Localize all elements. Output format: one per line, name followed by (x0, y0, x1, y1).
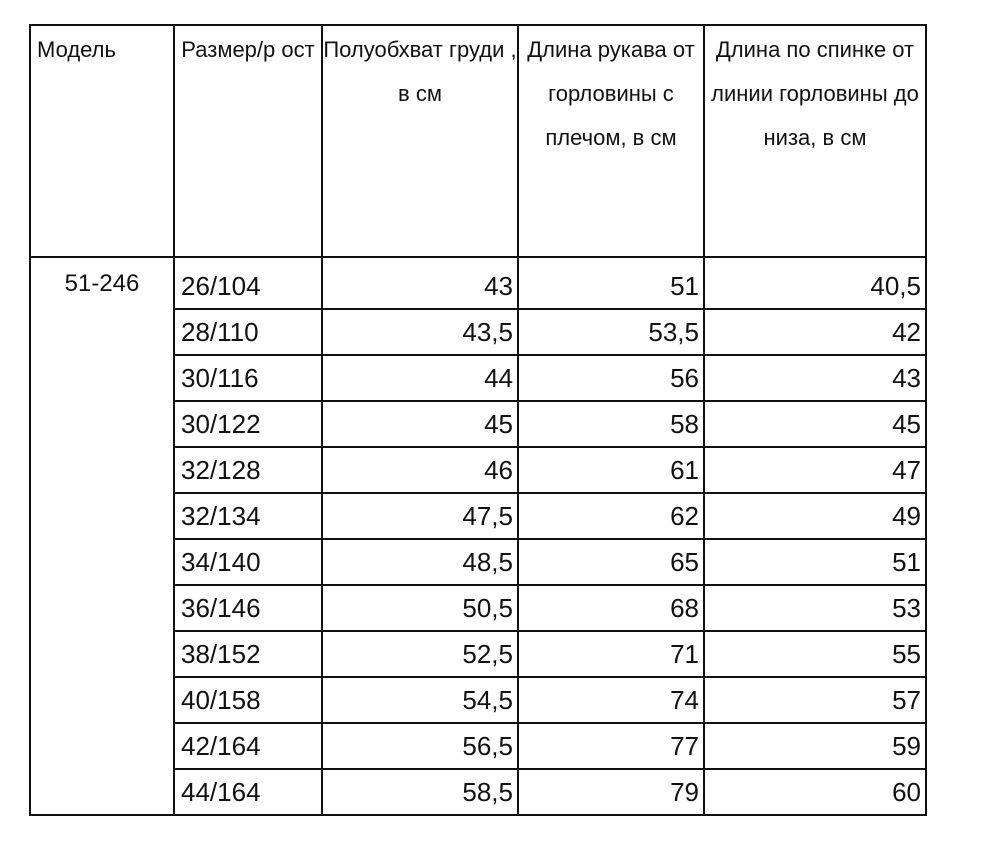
sleeve-cell: 77 (518, 723, 704, 769)
header-sleeve-length: Длина рукава от горловины с плечом, в см (518, 25, 704, 257)
table-body (30, 257, 926, 815)
size-cell: 32/128 (174, 447, 322, 493)
chest-cell: 43 (322, 257, 518, 309)
chest-cell: 48,5 (322, 539, 518, 585)
size-cell: 28/110 (174, 309, 322, 355)
size-table (29, 24, 927, 816)
sleeve-cell: 71 (518, 631, 704, 677)
model-cell: 51-246 (30, 257, 174, 815)
size-cell: 42/164 (174, 723, 322, 769)
back-cell: 59 (704, 723, 926, 769)
size-cell: 40/158 (174, 677, 322, 723)
sleeve-cell: 61 (518, 447, 704, 493)
back-cell: 53 (704, 585, 926, 631)
back-cell: 49 (704, 493, 926, 539)
chest-cell: 47,5 (322, 493, 518, 539)
chest-cell: 46 (322, 447, 518, 493)
sleeve-cell: 56 (518, 355, 704, 401)
back-cell: 47 (704, 447, 926, 493)
sleeve-cell: 79 (518, 769, 704, 815)
back-cell: 51 (704, 539, 926, 585)
sleeve-cell: 62 (518, 493, 704, 539)
header-size-height: Размер/р ост (174, 25, 322, 257)
chest-cell: 58,5 (322, 769, 518, 815)
chest-cell: 44 (322, 355, 518, 401)
size-cell: 30/116 (174, 355, 322, 401)
chest-cell: 43,5 (322, 309, 518, 355)
sleeve-cell: 68 (518, 585, 704, 631)
chest-cell: 52,5 (322, 631, 518, 677)
size-cell: 30/122 (174, 401, 322, 447)
back-cell: 55 (704, 631, 926, 677)
back-cell: 45 (704, 401, 926, 447)
sleeve-cell: 65 (518, 539, 704, 585)
header-back-length: Длина по спинке от линии горловины до низа, в см (704, 25, 926, 257)
size-cell: 44/164 (174, 769, 322, 815)
size-cell: 26/104 (174, 257, 322, 309)
chest-cell: 50,5 (322, 585, 518, 631)
sleeve-cell: 51 (518, 257, 704, 309)
size-cell: 34/140 (174, 539, 322, 585)
table-row (30, 257, 926, 309)
chest-cell: 54,5 (322, 677, 518, 723)
back-cell: 42 (704, 309, 926, 355)
chest-cell: 56,5 (322, 723, 518, 769)
back-cell: 57 (704, 677, 926, 723)
back-cell: 40,5 (704, 257, 926, 309)
back-cell: 43 (704, 355, 926, 401)
header-row (30, 25, 926, 257)
sleeve-cell: 74 (518, 677, 704, 723)
size-cell: 38/152 (174, 631, 322, 677)
chest-cell: 45 (322, 401, 518, 447)
sleeve-cell: 53,5 (518, 309, 704, 355)
size-cell: 32/134 (174, 493, 322, 539)
back-cell: 60 (704, 769, 926, 815)
header-model: Модель (30, 25, 174, 257)
sleeve-cell: 58 (518, 401, 704, 447)
size-cell: 36/146 (174, 585, 322, 631)
header-chest: Полуобхват груди , в см (322, 25, 518, 257)
